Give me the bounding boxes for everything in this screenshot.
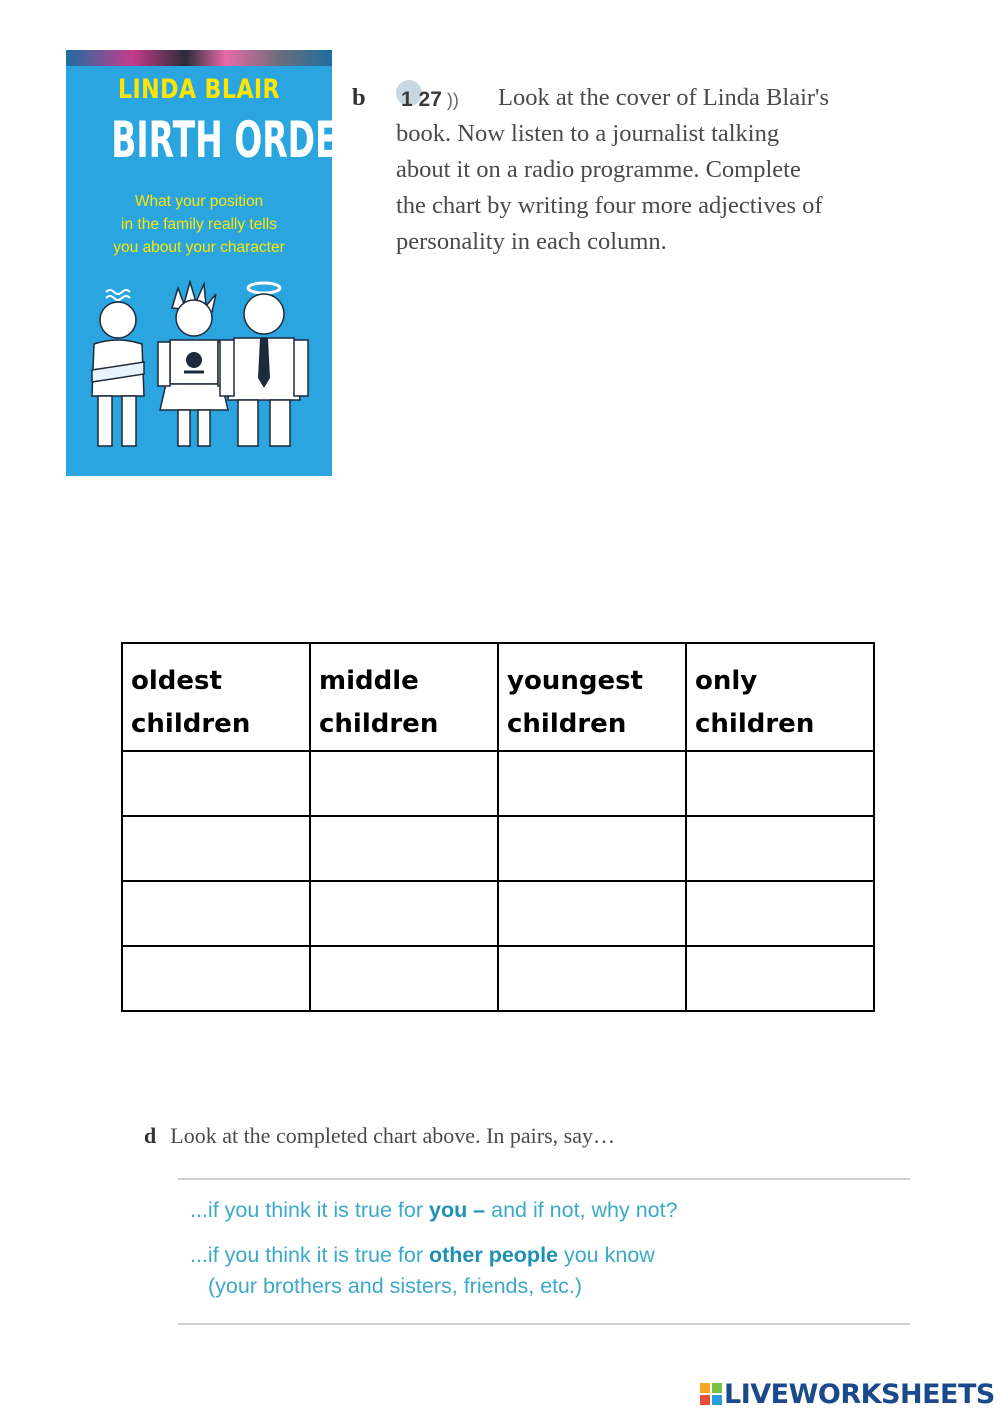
answer-cell (686, 751, 874, 816)
answer-cell (310, 881, 498, 946)
answer-cell (498, 946, 686, 1011)
answer-input[interactable] (499, 947, 685, 1010)
answer-input[interactable] (311, 882, 497, 945)
logo-text: LIVEWORKSHEETS (724, 1378, 995, 1410)
answer-input[interactable] (499, 817, 685, 880)
answer-cell (122, 751, 310, 816)
table-row (122, 946, 874, 1011)
answer-input[interactable] (499, 882, 685, 945)
divider-bottom (178, 1323, 910, 1325)
answer-input[interactable] (687, 947, 873, 1010)
book-cover (66, 50, 364, 476)
instruction-b-line-1: Look at the cover of Linda Blair's (498, 84, 829, 111)
cover-top-photo-strip (66, 50, 332, 66)
cover-author: LINDA BLAIR (117, 74, 281, 105)
instruction-d-text: Look at the completed chart above. In pairs, say… (170, 1123, 615, 1148)
answer-cell (310, 946, 498, 1011)
answer-cell (686, 816, 874, 881)
answer-input[interactable] (687, 882, 873, 945)
answer-cell (498, 881, 686, 946)
answer-input[interactable] (311, 752, 497, 815)
answer-input[interactable] (123, 752, 309, 815)
instruction-d (144, 1123, 615, 1149)
personality-chart (121, 642, 875, 1012)
answer-cell (498, 816, 686, 881)
header-youngest-children: youngest children (498, 643, 686, 751)
prompt-you: ...if you think it is true for you – and if not, why not? (190, 1198, 678, 1222)
table-row (122, 881, 874, 946)
audio-track-number: 1 27 )) (396, 80, 459, 119)
answer-input[interactable] (123, 947, 309, 1010)
answer-cell (498, 751, 686, 816)
chart-header-row (122, 643, 874, 751)
header-only-children: only children (686, 643, 874, 751)
header-oldest-children: oldest children (122, 643, 310, 751)
exercise-letter-d: d (144, 1123, 157, 1148)
instruction-b-line-2: book. Now listen to a journalist talking (396, 120, 780, 147)
cover-subtitle: What your position in the family really tells you about your character (113, 193, 285, 256)
liveworksheets-logo-icon (700, 1383, 722, 1405)
answer-cell (686, 881, 874, 946)
instruction-b-line-3: about it on a radio programme. Complete (396, 156, 801, 183)
answer-cell (122, 881, 310, 946)
answer-input[interactable] (499, 752, 685, 815)
answer-cell (310, 751, 498, 816)
answer-cell (686, 946, 874, 1011)
liveworksheets-logo (700, 1379, 995, 1409)
divider-top (178, 1178, 910, 1180)
answer-cell (122, 946, 310, 1011)
answer-cell (122, 816, 310, 881)
sound-waves-icon: )) (441, 90, 459, 110)
children-figures-illustration (86, 278, 316, 468)
table-row (122, 751, 874, 816)
answer-input[interactable] (687, 817, 873, 880)
exercise-letter-b: b (352, 84, 366, 111)
prompt-other-people-examples: (your brothers and sisters, friends, etc.) (208, 1274, 583, 1298)
answer-cell (310, 816, 498, 881)
table-row (122, 816, 874, 881)
answer-input[interactable] (123, 817, 309, 880)
prompt-other-people: ...if you think it is true for other people you know (190, 1243, 655, 1267)
answer-input[interactable] (311, 947, 497, 1010)
instruction-b-line-4: the chart by writing four more adjectives of (396, 192, 823, 219)
answer-input[interactable] (311, 817, 497, 880)
instruction-b-line-5: personality in each column. (396, 228, 667, 255)
answer-input[interactable] (123, 882, 309, 945)
answer-input[interactable] (687, 752, 873, 815)
header-middle-children: middle children (310, 643, 498, 751)
cover-title: BIRTH ORDER (111, 111, 364, 169)
